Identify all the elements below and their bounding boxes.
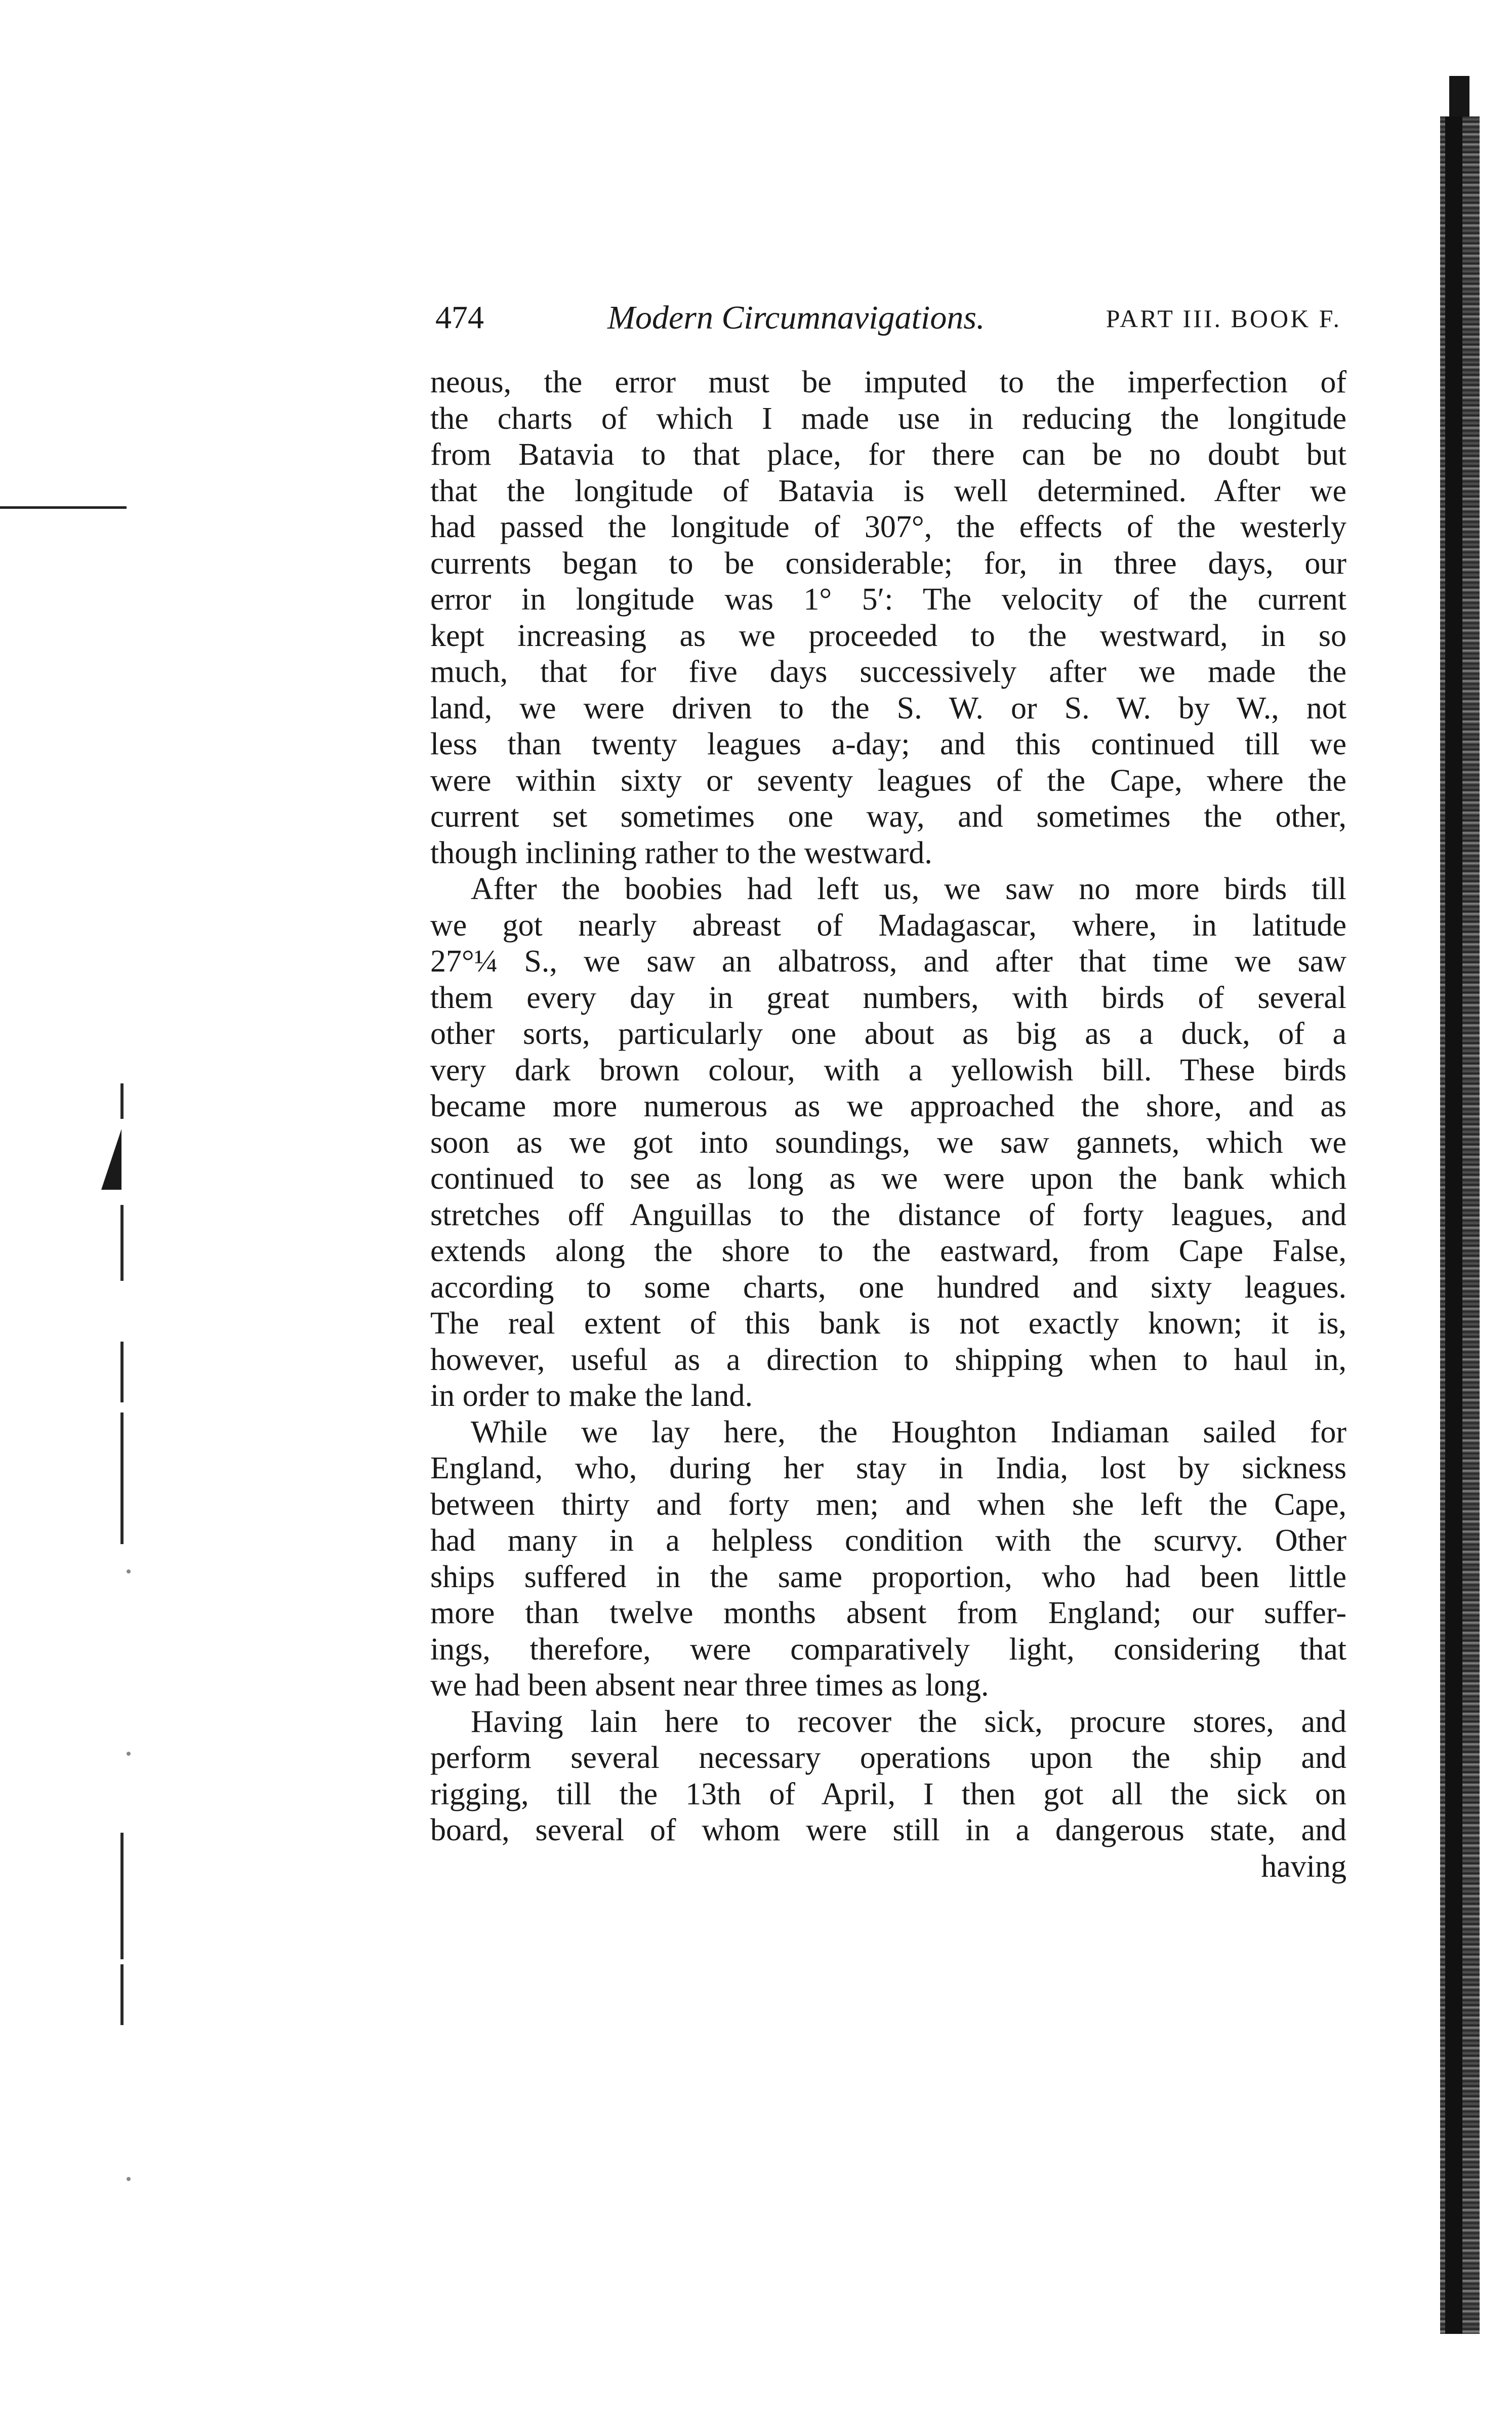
- text-line: The real extent of this bank is not exactly known; it is,: [430, 1306, 1346, 1341]
- text-line: though inclining rather to the westward.: [430, 835, 932, 870]
- gutter-tick: [120, 1083, 124, 1119]
- part-book-label: PART III. BOOK F.: [1106, 304, 1341, 333]
- text-line: extends along the shore to the eastward, from Cape False,: [430, 1234, 1346, 1268]
- text-line: ships suffered in the same proportion, who had been little: [430, 1559, 1346, 1594]
- body-text: [430, 365, 1346, 1885]
- text-line: much, that for five days successively after we made the: [430, 655, 1346, 689]
- text-line: ings, therefore, were comparatively light, considering that: [430, 1632, 1346, 1667]
- text-line: rigging, till the 13th of April, I then got all the sick on: [430, 1777, 1346, 1811]
- text-line: more than twelve months absent from England; our suffer-: [430, 1596, 1346, 1630]
- catchword: having: [1261, 1849, 1346, 1884]
- gutter-tick: [120, 1205, 124, 1281]
- text-line: the charts of which I made use in reducing the longitude: [430, 401, 1346, 436]
- page-number: 474: [435, 299, 484, 335]
- text-line: currents began to be considerable; for, in three days, our: [430, 546, 1346, 581]
- text-line: 27°¼ S., we saw an albatross, and after that time we saw: [430, 944, 1346, 979]
- text-line: After the boobies had left us, we saw no more birds till: [471, 872, 1346, 906]
- gutter-tick: [120, 1964, 124, 2025]
- gutter-mark: [101, 1129, 121, 1190]
- text-line: however, useful as a direction to shipping when to haul in,: [430, 1342, 1346, 1377]
- running-header: [435, 299, 1341, 344]
- gutter-tick: [120, 1342, 124, 1402]
- text-line: we got nearly abreast of Madagascar, where, in latitude: [430, 908, 1346, 943]
- text-line: board, several of whom were still in a dangerous state, and: [430, 1813, 1346, 1847]
- text-line: soon as we got into soundings, we saw gannets, which we: [430, 1125, 1346, 1160]
- binding-edge-shadow: [1445, 116, 1462, 2334]
- text-line: between thirty and forty men; and when she left the Cape,: [430, 1487, 1346, 1522]
- text-line: land, we were driven to the S. W. or S. W. by W., not: [430, 691, 1346, 725]
- text-line: became more numerous as we approached the shore, and as: [430, 1089, 1346, 1123]
- gutter-speck: [127, 1569, 131, 1573]
- text-line: that the longitude of Batavia is well determined. After we: [430, 473, 1346, 508]
- gutter-speck: [127, 2177, 131, 2181]
- text-line: were within sixty or seventy leagues of the Cape, where the: [430, 763, 1346, 798]
- text-line: kept increasing as we proceeded to the westward, in so: [430, 618, 1346, 653]
- running-title: Modern Circumnavigations.: [607, 299, 985, 336]
- gutter-speck: [127, 1752, 131, 1756]
- text-line: had many in a helpless condition with the scurvy. Other: [430, 1523, 1346, 1558]
- text-line: very dark brown colour, with a yellowish bill. These birds: [430, 1053, 1346, 1087]
- text-line: current set sometimes one way, and sometimes the other,: [430, 799, 1346, 834]
- gutter-tick: [120, 1833, 124, 1959]
- text-line: from Batavia to that place, for there can be no doubt but: [430, 437, 1346, 472]
- text-line: had passed the longitude of 307°, the effects of the westerly: [430, 510, 1346, 544]
- text-line: neous, the error must be imputed to the imperfection of: [430, 365, 1346, 399]
- text-line: stretches off Anguillas to the distance of forty leagues, and: [430, 1197, 1346, 1232]
- text-line: in order to make the land.: [430, 1379, 753, 1413]
- text-line: other sorts, particularly one about as big as a duck, of a: [430, 1017, 1346, 1051]
- gutter-rule: [0, 506, 127, 509]
- text-line: perform several necessary operations upon the ship and: [430, 1741, 1346, 1775]
- text-line: While we lay here, the Houghton Indiaman sailed for: [471, 1415, 1346, 1449]
- text-line: continued to see as long as we were upon the bank which: [430, 1161, 1346, 1196]
- text-line: error in longitude was 1° 5′: The velocity of the current: [430, 582, 1346, 617]
- text-line: we had been absent near three times as long.: [430, 1668, 989, 1703]
- text-line: England, who, during her stay in India, lost by sickness: [430, 1451, 1346, 1485]
- text-line: them every day in great numbers, with birds of several: [430, 980, 1346, 1015]
- text-line: according to some charts, one hundred and sixty leagues.: [430, 1270, 1346, 1305]
- text-line: less than twenty leagues a-day; and this continued till we: [430, 727, 1346, 761]
- text-line: Having lain here to recover the sick, procure stores, and: [471, 1704, 1346, 1739]
- gutter-tick: [120, 1412, 124, 1544]
